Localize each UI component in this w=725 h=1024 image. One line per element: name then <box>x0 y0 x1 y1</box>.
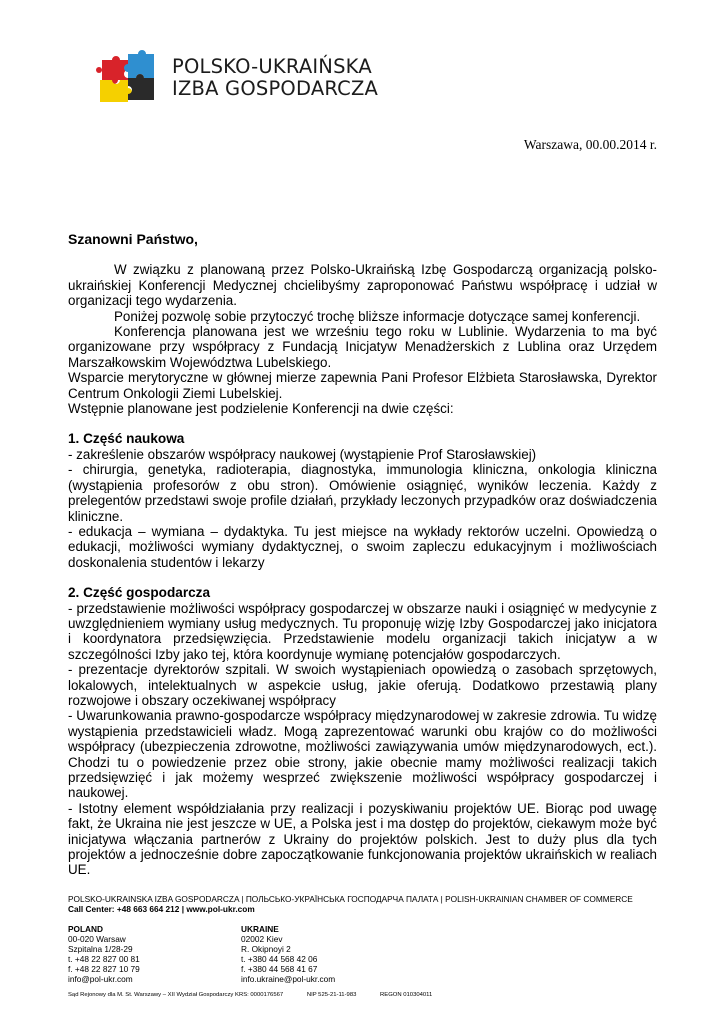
address-line: R. Okipnoyi 2 <box>241 944 291 954</box>
intro-paragraph-4: Wsparcie merytoryczne w głównej mierze zapewnia Pani Profesor Elżbieta Starosławska, Dyrektor Centrum Onkologii Ziemi Lubelskiej. <box>68 370 657 401</box>
greeting: Szanowni Państwo, <box>68 231 198 247</box>
chamber-logo <box>96 50 386 110</box>
address-phone: t. +48 22 827 00 81 <box>68 954 140 964</box>
logo-text-line1: POLSKO-UKRAIŃSKA <box>172 55 372 78</box>
address-phone: t. +380 44 568 42 06 <box>241 954 318 964</box>
regon-info: REGON 010304011 <box>380 992 433 998</box>
address-line: 02002 Kiev <box>241 934 283 944</box>
intro-paragraph-2: Poniżej pozwolę sobie przytoczyć trochę bliższe informacje dotyczące samej konferencji. <box>114 308 641 324</box>
legal-registration <box>68 992 454 998</box>
address-fax: f. +380 44 568 41 67 <box>241 964 318 974</box>
section-1-item: - zakreślenie obszarów współpracy naukowej (wystąpienie Prof Starosławskiej) <box>68 446 537 462</box>
section-2-title: 2. Część gospodarcza <box>68 585 211 601</box>
address-line: Szpitalna 1/28-29 <box>68 944 133 954</box>
nip-info: NIP 525-21-11-983 <box>306 992 357 998</box>
footer-call-line: Call Center: +48 663 664 212 | www.pol-ukr.com <box>68 904 255 914</box>
letter-date: Warszawa, 00.00.2014 r. <box>523 137 657 152</box>
poland-address <box>68 924 140 984</box>
intro-paragraph-5: Wstępnie planowane jest podzielenie Konferencji na dwie części: <box>68 401 454 417</box>
ukraine-address <box>241 924 335 984</box>
section-1-item: - edukacja – wymiana – dydaktyka. Tu jest miejsce na wykłady rektorów uczelni. Opowiedzą o edukacji, możliwości wymiany dydaktycznej, o swoim zapleczu edukacyjnym i możliwościach doskonalenia studentów i lekarzy <box>68 523 657 570</box>
section-2-item: - Uwarunkowania prawno-gospodarcze współpracy międzynarodowej w zakresie zdrowia. Tu widzę wystąpienia przedstawicieli władz. Mogą zaprezentować warunki obu krajów co do możliwości współpracy (ubezpieczenia zdrowotne, możliwości zawiązywania umów międzynarodowych, ect.). Chodzi tu o powiedzenie przez obie strony, jakie obecnie mamy możliwości realizacji takich przedsięwzięć i jak możemy wesprzeć zwiększenie możliwości współpracy gospodarczej i naukowej. <box>68 708 657 801</box>
letter-footer <box>68 894 668 984</box>
section-2-item: - prezentacje dyrektorów szpitali. W swoich wystąpieniach opowiedzą o zasobach sprzętowych, lokalowych, intelektualnych w aspekcie usług, jakie oferują. Dodatkowo przestawią plany rozwojowe i obszary oczekiwanej współpracy <box>68 662 657 708</box>
section-2-item: - Istotny element współdziałania przy realizacji i pozyskiwaniu projektów UE. Biorąc pod uwagę fakt, że Ukraina nie jest jeszcze w UE, a Polska jest i ma dostęp do projektów, ciekawym może być inicjatywa włączania partnerów z Ukrainy do projektów polskich. Jest to duży plus dla tych projektów a jednocześnie dobre zapoczątkowanie funkcjonowania projektów ukraińskich w realiach UE. <box>68 800 657 878</box>
address-heading: POLAND <box>68 924 104 934</box>
address-email: info@pol-ukr.com <box>68 974 133 984</box>
section-2-item: - przedstawienie możliwości współpracy gospodarczej w obszarze nauki i osiągnięć w medycynie z uwzględnieniem wymiany usług medycznych. Tu proponuję wizję Izby Gospodarczej jako inicjatora i koordynatora przedsięwzięcia. Przedstawienie modelu organizacji takich inicjatyw a w szczególności Izby jako tej, która koordynuje wymianę potencjałów gospodarczych. <box>68 600 657 662</box>
section-1-item: - chirurgia, genetyka, radioterapia, diagnostyka, immunologia kliniczna, onkologia kliniczna (wystąpienia profesorów z obu stron). Omówienie osiągnięć, wyników leczenia. Każdy z prelegentów przedstawi swoje profile działań, przykłady leczonych przypadków oraz doświadczenia kliniczne. <box>68 462 657 524</box>
krs-info: Sąd Rejonowy dla M. St. Warszawy – XII Wydział Gospodarczy KRS: 0000176567 <box>68 992 284 998</box>
address-heading: UKRAINE <box>241 924 279 934</box>
footer-org-line: POLSKO-UKRAINSKA IZBA GOSPODARCZA | ПОЛЬСЬКО-УКРАЇНСЬКА ГОСПОДАРЧА ПАЛАТА | POLISH-UKRAINIAN CHAMBER OF COMMERCE <box>68 894 633 904</box>
address-email: info.ukraine@pol-ukr.com <box>241 974 336 984</box>
address-fax: f. +48 22 827 10 79 <box>68 964 140 974</box>
intro-paragraph-3: Konferencja planowana jest we wrześniu tego roku w Lublinie. Wydarzenia to ma być organizowane przy współpracy z Fundacją Inicjatyw Menadżerskich z Lublina oraz Urzędem Marszałkowskim Województwa Lubelskiego. <box>68 324 657 370</box>
puzzle-logo-icon <box>96 50 158 106</box>
section-1-title: 1. Część naukowa <box>68 431 185 447</box>
address-line: 00-020 Warsaw <box>68 934 126 944</box>
logo-text-line2: IZBA GOSPODARCZA <box>172 77 379 100</box>
letter-body <box>68 232 657 878</box>
intro-paragraph-1: W związku z planowaną przez Polsko-Ukraińską Izbę Gospodarczą organizacją polsko-ukraińskiej Konferencji Medycznej chcielibyśmy zaproponować Państwu współpracę i udział w organizacji tego wydarzenia. <box>68 262 657 309</box>
